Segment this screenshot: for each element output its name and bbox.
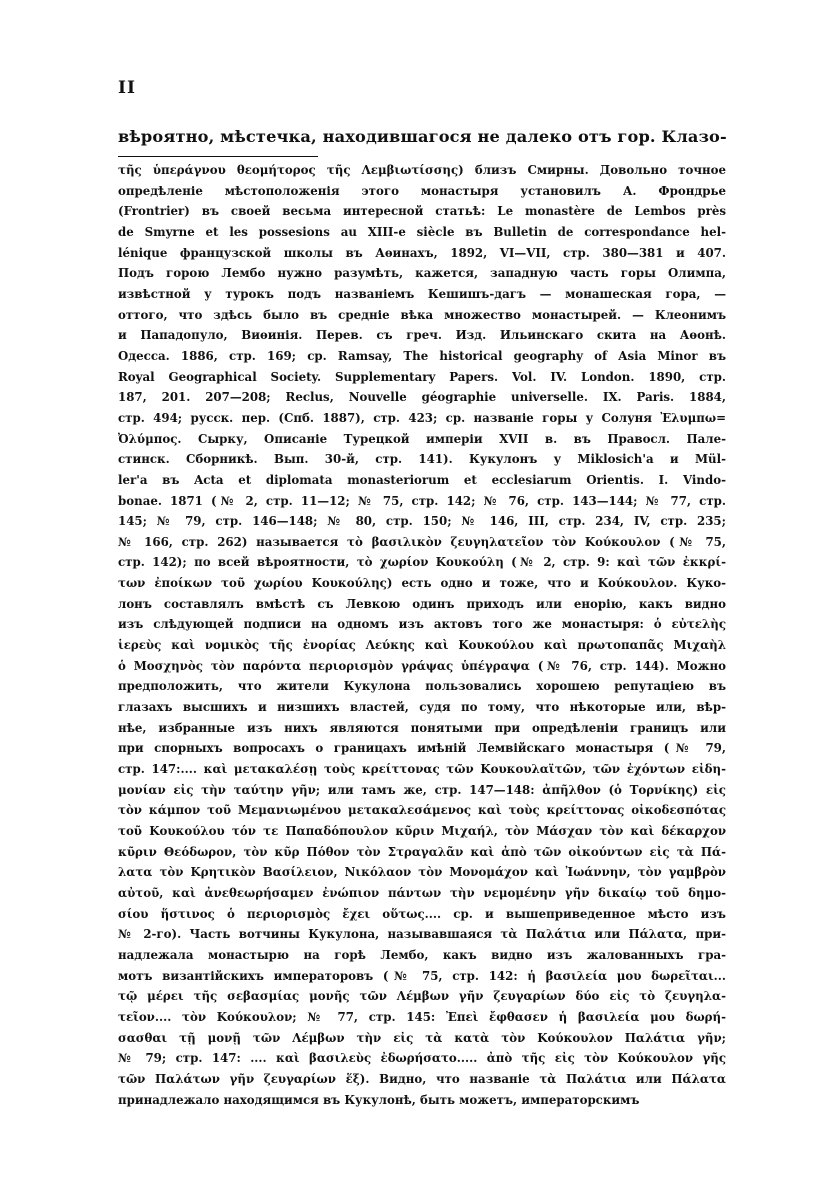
footnote-line: при спорныхъ вопросахъ о границахъ имѣній Лемвійскаго монастыря (№ 79,	[118, 741, 726, 756]
footnote-line: глазахъ высшихъ и низшихъ властей, судя по тому, что нѣкоторые или, вѣр-	[118, 700, 726, 715]
footnote-line: κῦριν Θεόδωρον, τὸν κῦρ Πόθον τὸν Στραγαλᾶν καὶ ἀπὸ τῶν οἰκούντων εἰς τὰ Πά-	[118, 844, 726, 859]
main-text-line: вѣроятно, мѣстечка, находившагося не далеко отъ гор. Клазо-	[118, 127, 727, 146]
footnote-line: σασθαι τῇ μονῇ τῶν Λέμβων τὴν εἰς τὰ κατὰ τὸν Κούκουλον Παλάτια γῆν;	[118, 1030, 726, 1045]
footnote-line: lénique французской школы въ Аѳинахъ, 1892, VI—VII, стр. 380—381 и 407.	[118, 245, 726, 260]
footnote-line: αὐτοῦ, καὶ ἀνεθεωρήσαμεν ἐνώπιον πάντων τὴν νεμομένην γῆν δικαίῳ τοῦ δημο-	[118, 885, 726, 900]
footnote-line: принадлежало находящимся въ Кукулонѣ, быть можетъ, императорскимъ	[118, 1092, 640, 1107]
footnote-line: των ἐποίκων τοῦ χωρίου Κουκούλης) есть одно и тоже, что и Κούκουλον. Куко-	[118, 576, 726, 591]
footnote-line: Одесса. 1886, стр. 169; ср. Ramsay, The historical geography of Asia Minor въ	[118, 348, 726, 363]
footnote-line: нѣе, избранные изъ нихъ являются понятыми при опредѣленіи границъ или	[118, 720, 726, 735]
footnote-line: 145; № 79, стр. 146—148; № 80, стр. 150; № 146, III, стр. 234, IV, стр. 235;	[118, 514, 726, 529]
footnote-line: τὸν κάμπον τοῦ Μεμανιωμένου μετακαλεσάμενος καὶ τοὺς κρείττονας οἰκοδεσπότας	[118, 803, 726, 818]
footnote-line: τεῖον.... τὸν Κούκουλον; № 77, стр. 145: Ἐπεὶ ἔφθασεν ἡ βασιλεία μου δωρή-	[118, 1009, 726, 1024]
footnote-line: Подъ горою Лембо нужно разумѣть, кажется, западную часть горы Олимпа,	[118, 266, 726, 281]
footnote-line: и Пападопуло, Виѳинія. Перев. съ греч. Изд. Ильинскаго скита на Аѳонѣ.	[118, 328, 726, 343]
footnote-line: извѣстной у турокъ подъ названіемъ Кешишъ-дагъ — монашеская гора, —	[118, 286, 726, 301]
footnote-line: ἱερεὺς καὶ νομικὸς τῆς ἐνορίας Λεύκης καὶ Κουκούλου καὶ πρωτοπαπᾶς Μιχαὴλ	[118, 638, 726, 653]
footnote-line: τοῦ Κουκούλου τόν τε Παπαδόπουλον κῦριν Μιχαήλ, τὸν Μάσχαν τὸν καὶ δέκαρχον	[118, 824, 726, 838]
footnote-line: изъ слѣдующей подписи на одномъ изъ актовъ того же монастыря: ὁ εὐτελὴς	[118, 617, 726, 632]
footnote-line: λατα τὸν Κρητικὸν Βασίλειον, Νικόλαον τὸν Μονομάχον καὶ Ἰωάννην, τὸν γαμβρὸν	[118, 865, 726, 880]
footnote-line: № 79; стр. 147: .... καὶ βασιλεὺς ἐδωρήσατο..... ἀπὸ τῆς εἰς τὸν Κούκουλον γῆς	[118, 1051, 726, 1066]
footnote-line: τῆς ὑπεράγνου θεομήτορος τῆς Λεμβιωτίσσης) близъ Смирны. Довольно точное	[118, 163, 726, 177]
footnote-line: τῷ μέρει τῆς σεβασμίας μονῆς τῶν Λέμβων γῆν ζευγαρίων δύο εἰς τὸ ζευγηλα-	[118, 989, 726, 1004]
footnote-line: стинск. Сборникѣ. Вып. 30-й, стр. 141). Кукулонъ у Miklosich'а и Mül-	[118, 452, 726, 467]
footnote-line: № 2-го). Часть вотчины Кукулона, называвшаяся τὰ Παλάτια или Πάλατα, при-	[118, 927, 726, 942]
footnote-line: ler'а въ Acta et diplomata monasteriorum et ecclesiarum Orientis. I. Vindo-	[118, 472, 726, 487]
footnote-line: мотъ византійскихъ императоровъ (№ 75, стр. 142: ἡ βασιλεία μου δωρεῖται...	[118, 968, 726, 983]
footnote-line: оттого, что здѣсь было въ средніе вѣка множество монастырей. — Клеонимъ	[118, 307, 726, 322]
footnote-line: de Smyrne et les possesions au XIII-e siècle въ Bulletin de correspondance hel-	[118, 224, 726, 239]
footnote-line: лонъ составлялъ вмѣстѣ съ Левкою одинъ приходъ или енорію, какъ видно	[118, 596, 726, 611]
footnote-separator-rule	[118, 156, 318, 157]
footnote-line: σίου ἥστινος ὁ περιορισμὸς ἔχει οὕτως.... ср. и вышеприведенное мѣсто изъ	[118, 906, 726, 921]
footnote-line: ὁ Μοσχηνὸς τὸν παρόντα περιορισμὸν γράψας ὑπέγραψα (№ 76, стр. 144). Можно	[118, 658, 726, 673]
footnote-line: μονίαν εἰς τὴν ταύτην γῆν; или тамъ же, стр. 147—148: ἀπῆλθον (ὁ Τορνίκης) εἰς	[118, 782, 726, 797]
footnote-line: (Frontrier) въ своей весьма интересной статьѣ: Le monastère de Lembos près	[118, 204, 726, 219]
footnote-line: стр. 142); по всей вѣроятности, τὸ χωρίον Κουκούλη (№ 2, стр. 9: καὶ τῶν ἐκκρί-	[118, 555, 726, 570]
footnote-line: надлежала монастырю на горѣ Лембо, какъ видно изъ жалованныхъ гра-	[118, 947, 726, 962]
footnote-line: bonae. 1871 (№ 2, стр. 11—12; № 75, стр. 142; № 76, стр. 143—144; № 77, стр.	[118, 493, 726, 508]
footnote-line: 187, 201. 207—208; Reclus, Nouvelle géographie universelle. IX. Paris. 1884,	[118, 390, 726, 405]
footnote-line: Ὀλύμπος. Сырку, Описаніе Турецкой имперіи XVII в. въ Правосл. Пале-	[118, 431, 726, 446]
footnote-line: № 166, стр. 262) называется τὸ βασιλικὸν ζευγηλατεῖον τὸν Κούκουλον (№ 75,	[118, 534, 726, 549]
footnote-line: опредѣленіе мѣстоположенія этого монастыря установилъ А. Фрондрье	[118, 183, 726, 198]
footnote-line: предположить, что жители Кукулона пользовались хорошею репутаціею въ	[118, 679, 726, 694]
footnote-line: Royal Geographical Society. Supplementary Papers. Vol. IV. London. 1890, стр.	[118, 369, 726, 384]
footnote-line: стр. 494; русск. пер. (Спб. 1887), стр. 423; ср. названіе горы у Солуня Ἐλυμπω=	[118, 410, 726, 425]
footnote-block	[118, 160, 726, 1110]
footnote-line: стр. 147:.... καὶ μετακαλέσῃ τοὺς κρείττονας τῶν Κουκουλαϊτῶν, τῶν ἐχόντων εἰδη-	[118, 762, 726, 777]
page-number: II	[118, 78, 136, 98]
footnote-line: τῶν Παλάτων γῆν ζευγαρίων ἕξ). Видно, что названіе τὰ Παλάτια или Πάλατα	[118, 1071, 726, 1086]
